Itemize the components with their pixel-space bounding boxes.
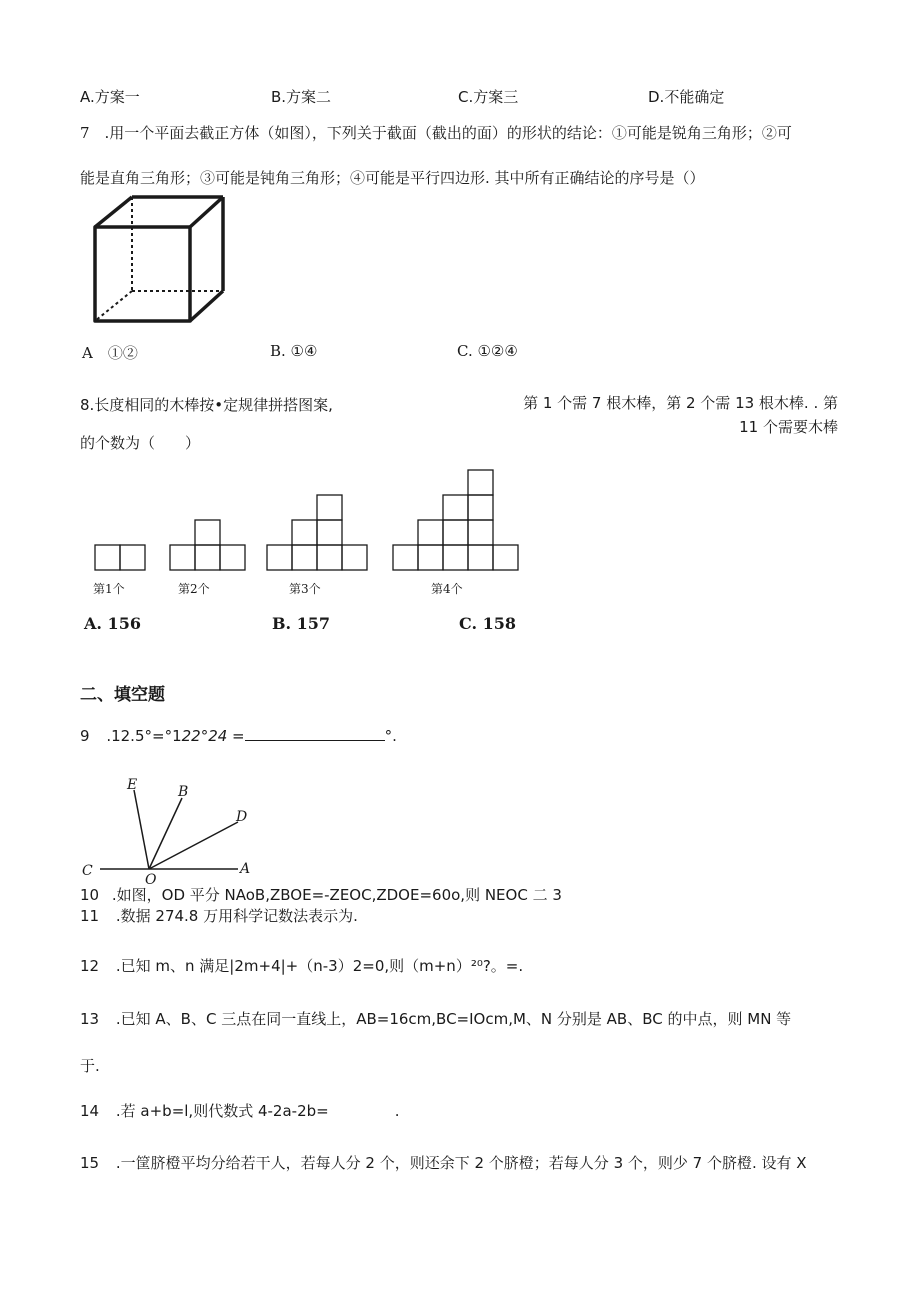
q7-line2: 能是直角三角形；③可能是钝角三角形；④可能是平行四边形. 其中所有正确结论的序号是（） [80, 169, 705, 187]
q8-line1-left: 8.长度相同的木棒按•定规律拼搭图案, [80, 396, 333, 414]
q6-option-a: A.方案一 [80, 88, 140, 106]
q14-line [80, 1100, 399, 1121]
q11-line [80, 905, 358, 926]
q8-line3: 的个数为（ ） [80, 434, 201, 452]
q14-post: . [394, 1102, 400, 1120]
stick-pattern-figure [90, 462, 530, 607]
label-e: E [127, 777, 138, 793]
q10-line [80, 884, 562, 905]
label-b: B [178, 784, 189, 800]
q12-line [80, 955, 523, 976]
q6-option-b: B.方案二 [271, 88, 332, 106]
q14-pre: .若 a+b=l,则代数式 4-2a-2b= [115, 1102, 329, 1120]
q15-text: .一筐脐橙平均分给若干人，若每人分 2 个，则还余下 2 个脐橙；若每人分 3 个，则少 7 个脐橙. 设有 X [115, 1154, 807, 1172]
q10-text: .如图，OD 平分 NAoB,ZBOE=-ZEOC,ZDOE=60o,则 NEOC 二 3 [111, 886, 562, 904]
q13-text: .已知 A、B、C 三点在同一直线上，AB=16cm,BC=IOcm,M、N 分别是 AB、BC 的中点，则 MN 等 [115, 1010, 792, 1028]
q7-line1: 7 .用一个平面去截正方体（如图），下列关于截面（截出的面）的形状的结论：①可能是锐角三角形；②可 [80, 124, 792, 142]
label-c: C [82, 863, 93, 879]
pattern-3 [267, 495, 367, 570]
pattern-label-4: 第4个 [431, 582, 463, 596]
q7-option-b: B. ①④ [270, 342, 318, 360]
cube-figure [86, 192, 231, 330]
q8-line2-right: 11 个需要木棒 [739, 418, 838, 436]
q15-number: 15 [80, 1154, 100, 1172]
q6-option-c: C.方案三 [458, 88, 519, 106]
q9-pre: .12.5°=°1 [106, 727, 182, 745]
pattern-1 [95, 545, 145, 570]
ray-oe [134, 790, 149, 869]
pattern-2 [170, 520, 245, 570]
q9-number: 9 [80, 727, 90, 745]
q14-number: 14 [80, 1102, 100, 1120]
label-o: O [145, 872, 157, 884]
q10-number: 10 [80, 886, 100, 904]
cube-visible-edges [95, 197, 223, 321]
angle-figure [78, 772, 263, 884]
label-d: D [236, 809, 248, 825]
q11-number: 11 [80, 907, 100, 925]
q12-text: .已知 m、n 满足|2m+4|+（n-3）2=0,则（m+n）²⁰?。=. [115, 957, 524, 975]
pattern-label-2: 第2个 [178, 582, 210, 596]
q8-option-a: A. 156 [84, 614, 141, 633]
q6-option-d: D.不能确定 [648, 88, 725, 106]
pattern-label-3: 第3个 [289, 582, 321, 596]
q15-line [80, 1152, 807, 1173]
q7-option-a: A ①② [82, 344, 138, 362]
q13-line2: 于. [80, 1057, 100, 1075]
pattern-4 [393, 470, 518, 570]
label-a: A [240, 861, 251, 877]
q9-italic: 22°24 = [181, 727, 245, 745]
q9-post: °. [384, 727, 397, 745]
q8-line1-right: 第 1 个需 7 根木棒，第 2 个需 13 根木棒. . 第 [523, 394, 838, 412]
pattern-label-1: 第1个 [93, 582, 125, 596]
ray-od [149, 822, 238, 869]
q13-line1 [80, 1008, 791, 1029]
q9-answer-blank[interactable] [245, 726, 385, 741]
section-title-fill-blank: 二、填空题 [80, 685, 165, 705]
q8-option-b: B. 157 [272, 614, 331, 633]
ray-ob [149, 798, 182, 869]
q11-text: .数据 274.8 万用科学记数法表示为. [115, 907, 358, 925]
q7-option-c: C. ①②④ [457, 342, 518, 360]
q13-number: 13 [80, 1010, 100, 1028]
q12-number: 12 [80, 957, 100, 975]
q8-option-c: C. 158 [459, 614, 516, 633]
q9-line [80, 726, 397, 745]
